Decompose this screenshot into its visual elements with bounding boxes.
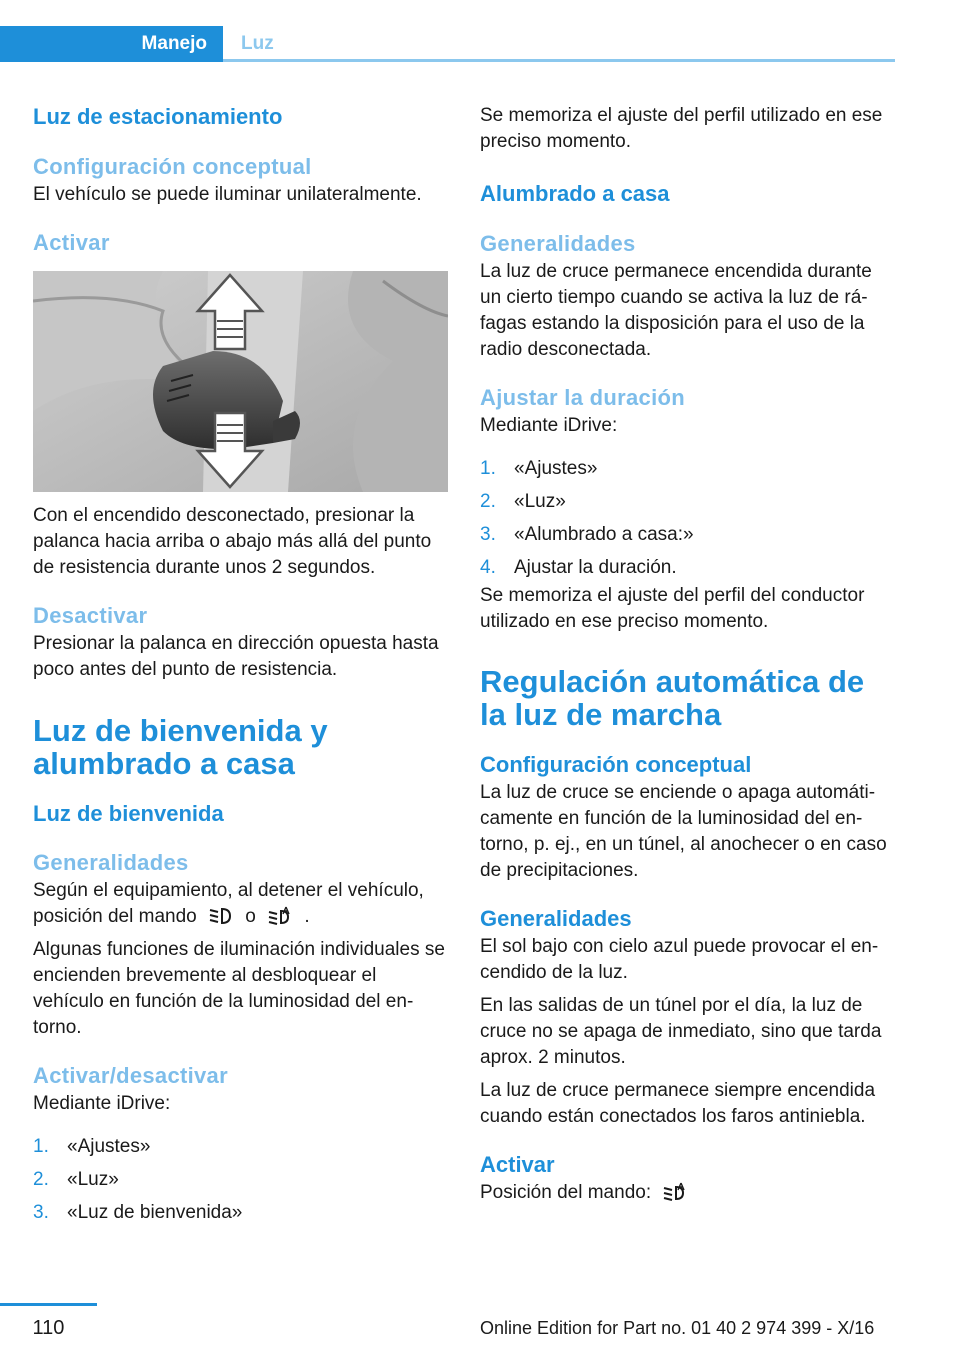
heading-parking-light: Luz de estacionamiento xyxy=(33,104,283,129)
heading-general: Generalidades xyxy=(33,850,189,875)
list-item: 1. «Ajustes» xyxy=(33,1136,151,1157)
auto-light-icon xyxy=(267,906,293,926)
tab-manejo[interactable]: Manejo xyxy=(0,26,223,62)
heading-activate-right: Activar xyxy=(480,1152,555,1177)
text-general-position xyxy=(33,878,448,930)
text-memory-2: Se memoriza el ajuste del perfil del conductor utilizado en ese preciso momento. xyxy=(480,585,865,632)
footer-rule xyxy=(0,1303,97,1306)
list-item: 1. «Ajustes» xyxy=(480,458,598,479)
auto-light-icon xyxy=(662,1182,688,1202)
page-number: 110 xyxy=(32,1317,65,1339)
heading-general-right: Generalidades xyxy=(480,231,636,256)
text-tunnel: En las salidas de un túnel por el día, la luz de cruce no se apaga de inmediato, sino que tarda aprox. 2 minutos. xyxy=(480,995,882,1068)
tab-luz[interactable]: Luz xyxy=(241,33,274,54)
text-home-general: La luz de cruce permanece encendida durante un cierto tiempo cuando se activa la luz de ráfagas estando la disposición para el uso de la radio desconectada. xyxy=(480,261,872,360)
text-memory-1: Se memoriza el ajuste del perfil utilizado en ese preciso momento. xyxy=(480,105,883,152)
text-general-a: Según el equipamiento, al detener el vehículo, posición del mando xyxy=(33,880,424,927)
heading-welcome-light: Luz de bienvenida xyxy=(33,801,224,826)
text-general-or: o xyxy=(245,906,256,927)
heading-auto-light-section: Regulación automática de la luz de marcha xyxy=(480,664,865,732)
list-item: 4. Ajustar la duración. xyxy=(480,557,677,578)
text-deactivate: Presionar la palanca en dirección opuesta hasta poco antes del punto de resistencia. xyxy=(33,633,439,680)
text-general-end: . xyxy=(304,906,310,927)
heading-duration: Ajustar la duración xyxy=(480,385,685,410)
text-fog: La luz de cruce permanece siempre encendida cuando están conectados los faros antiniebla. xyxy=(480,1080,876,1127)
heading-follow-me-home: Alumbrado a casa xyxy=(480,181,670,206)
heading-general-2: Generalidades xyxy=(480,906,632,931)
text-concept: La luz de cruce se enciende o apaga automáticamente en función de la luminosidad del entorno, p. ej., en un túnel, al anochecer o en caso de precipitaciones. xyxy=(480,782,887,881)
text-idrive-right: Mediante iDrive: xyxy=(480,415,618,436)
text-parking-concept: El vehículo se puede iluminar unilateralmente. xyxy=(33,184,422,205)
heading-concept-right: Configuración conceptual xyxy=(480,752,752,777)
list-item: 3. «Luz de bienvenida» xyxy=(33,1202,243,1223)
header-tabs xyxy=(0,26,895,62)
text-activate: Con el encendido desconectado, presionar la palanca hacia arriba o abajo más allá del punto de resistencia durante unos 2 segundos. xyxy=(33,505,432,578)
tab-underline xyxy=(223,59,895,62)
heading-deactivate: Desactivar xyxy=(33,603,148,628)
heading-concept: Configuración conceptual xyxy=(33,154,312,179)
welcome-steps xyxy=(33,1134,448,1226)
lever-image xyxy=(33,271,448,492)
text-sun: El sol bajo con cielo azul puede provocar el encendido de la luz. xyxy=(480,936,879,983)
heading-welcome-section: Luz de bienvenida y alumbrado a casa xyxy=(33,713,328,781)
list-item: 2. «Luz» xyxy=(480,491,566,512)
edition-note: Online Edition for Part no. 01 40 2 974 399 - X/16 xyxy=(480,1318,875,1338)
text-position: Posición del mando: xyxy=(480,1180,895,1206)
text-general-b: Algunas funciones de iluminación individuales se encienden brevemente al desbloquear el vehículo en función de la luminosidad del entorno. xyxy=(33,939,445,1038)
low-beam-icon xyxy=(208,906,234,926)
list-item: 2. «Luz» xyxy=(33,1169,119,1190)
heading-activate: Activar xyxy=(33,230,110,255)
lever-illustration xyxy=(33,271,448,492)
heading-on-off: Activar/desactivar xyxy=(33,1063,228,1088)
text-idrive-left: Mediante iDrive: xyxy=(33,1093,171,1114)
left-column xyxy=(33,100,448,1233)
right-column xyxy=(480,100,895,1206)
home-steps xyxy=(480,456,895,581)
list-item: 3. «Alumbrado a casa:» xyxy=(480,524,694,545)
